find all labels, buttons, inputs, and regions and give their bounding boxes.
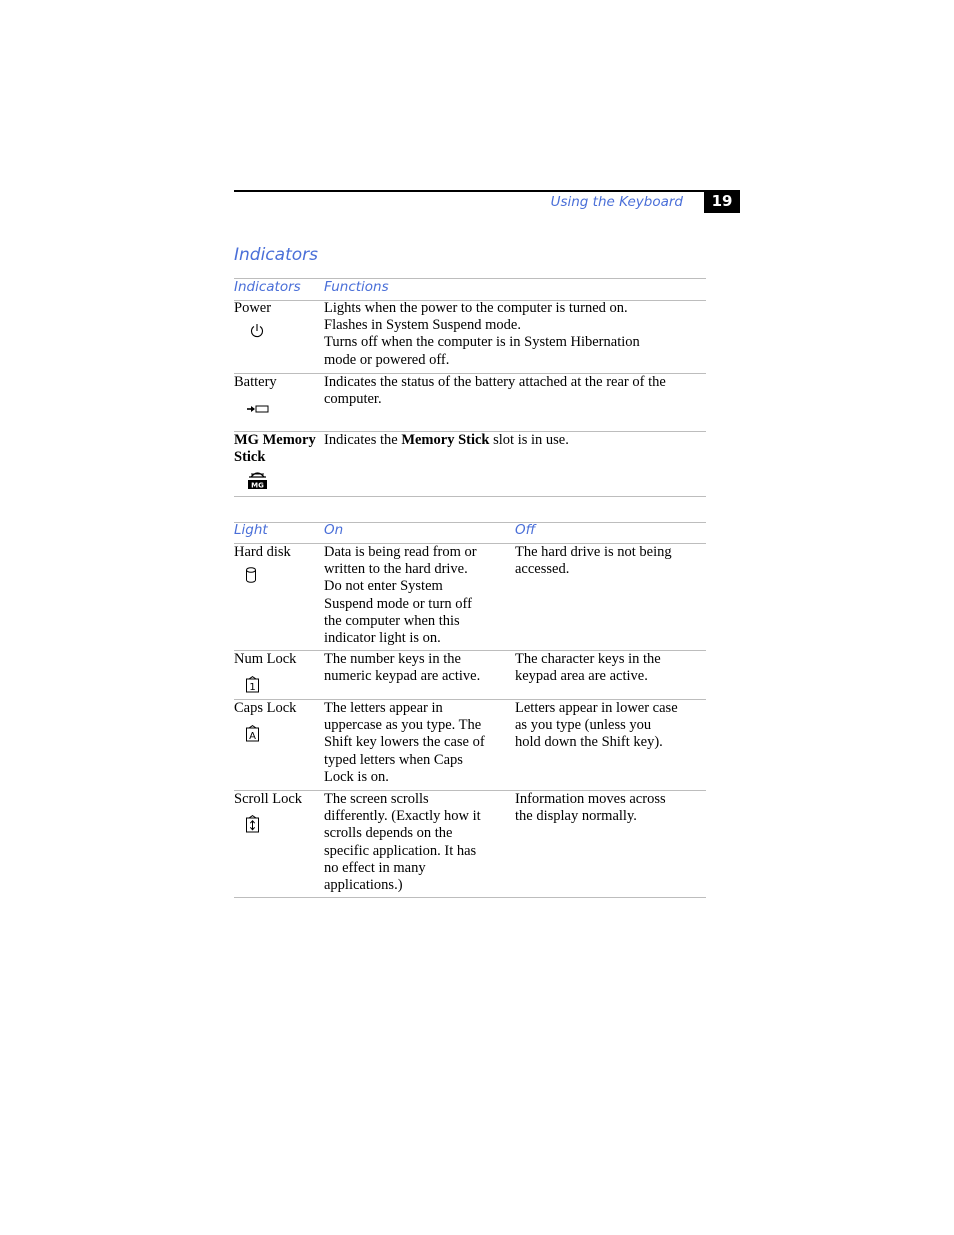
- description-line: keypad area are active.: [515, 668, 648, 685]
- indicator-description: [324, 374, 666, 408]
- battery-icon: [246, 403, 270, 415]
- column-header-light: Light: [234, 522, 268, 538]
- indicator-description: [324, 300, 640, 369]
- table-top-rule: [234, 522, 706, 523]
- description-line: mode or powered off.: [324, 351, 450, 368]
- memory-stick-icon: [247, 470, 268, 490]
- indicator-name: [234, 432, 316, 466]
- light-name: Caps Lock: [234, 700, 297, 716]
- description-line: specific application. It has: [324, 842, 477, 859]
- section-title: Indicators: [234, 245, 318, 265]
- description-line: scrolls depends on the: [324, 825, 453, 842]
- table-top-rule: [234, 278, 706, 279]
- light-off-description: [515, 651, 661, 685]
- light-on-description: [324, 700, 485, 786]
- description-line: Flashes in System Suspend mode.: [324, 317, 521, 334]
- description-line: the computer when this: [324, 612, 460, 629]
- hard-disk-icon: [245, 566, 257, 584]
- column-header-functions: Functions: [324, 279, 389, 295]
- indicator-description: [324, 432, 569, 449]
- description-line: hold down the Shift key).: [515, 734, 663, 751]
- description-text: slot is in use.: [489, 432, 569, 448]
- description-line: The hard drive is not being: [515, 544, 672, 560]
- light-name: Scroll Lock: [234, 791, 303, 807]
- description-line: differently. (Exactly how it: [324, 808, 481, 825]
- light-off-description: [515, 544, 672, 578]
- column-header-indicators: Indicators: [234, 279, 301, 295]
- description-line: The character keys in the: [515, 651, 661, 667]
- description-line: Data is being read from or: [324, 544, 477, 560]
- header-rule: [234, 190, 706, 192]
- description-line: uppercase as you type. The: [324, 717, 482, 734]
- table-bottom-rule: [234, 496, 706, 497]
- description-line: Lights when the power to the computer is turned on.: [324, 300, 628, 316]
- svg-text:1: 1: [249, 682, 256, 693]
- description-line: The number keys in the: [324, 651, 461, 667]
- description-line: accessed.: [515, 561, 570, 578]
- caps-lock-icon: [245, 725, 260, 742]
- light-on-description: [324, 544, 477, 647]
- description-line: numeric keypad are active.: [324, 668, 481, 685]
- light-off-description: [515, 700, 678, 752]
- description-line: Indicates the status of the battery attached at the rear of the: [324, 374, 666, 390]
- table-bottom-rule: [234, 897, 706, 898]
- description-line: typed letters when Caps: [324, 751, 463, 768]
- description-text: Indicates the: [324, 432, 402, 448]
- description-line: Lock is on.: [324, 768, 389, 785]
- light-on-description: [324, 791, 481, 894]
- running-title: Using the Keyboard: [550, 194, 683, 210]
- description-line: Letters appear in lower case: [515, 700, 678, 716]
- num-lock-icon: [245, 676, 260, 693]
- indicator-name-line: Stick: [234, 449, 266, 466]
- memory-stick-term: Memory Stick: [401, 432, 490, 448]
- description-line: written to the hard drive.: [324, 561, 468, 578]
- indicator-name-line: MG Memory: [234, 432, 316, 448]
- power-icon: [249, 323, 265, 339]
- description-line: the display normally.: [515, 808, 637, 825]
- description-line: Suspend mode or turn off: [324, 595, 472, 612]
- description-line: computer.: [324, 391, 382, 408]
- column-header-off: Off: [515, 522, 536, 538]
- scroll-lock-icon: [245, 815, 260, 833]
- description-line: Turns off when the computer is in System Hibernation: [324, 334, 640, 351]
- light-on-description: [324, 651, 480, 685]
- light-name: Num Lock: [234, 651, 297, 667]
- page-number: 19: [704, 190, 740, 213]
- indicator-name: Battery: [234, 374, 277, 390]
- description-line: as you type (unless you: [515, 717, 652, 734]
- description-line: Shift key lowers the case of: [324, 734, 485, 751]
- description-line: The screen scrolls: [324, 791, 429, 807]
- column-header-on: On: [324, 522, 344, 538]
- light-name: Hard disk: [234, 544, 291, 560]
- description-line: applications.): [324, 877, 403, 894]
- description-line: no effect in many: [324, 859, 426, 876]
- description-line: indicator light is on.: [324, 630, 441, 647]
- description-line: The letters appear in: [324, 700, 443, 716]
- indicator-name: Power: [234, 300, 272, 316]
- svg-text:A: A: [249, 731, 256, 742]
- description-line: Information moves across: [515, 791, 666, 807]
- light-off-description: [515, 791, 666, 825]
- description-line: Do not enter System: [324, 578, 443, 595]
- svg-text:MG: MG: [251, 481, 264, 490]
